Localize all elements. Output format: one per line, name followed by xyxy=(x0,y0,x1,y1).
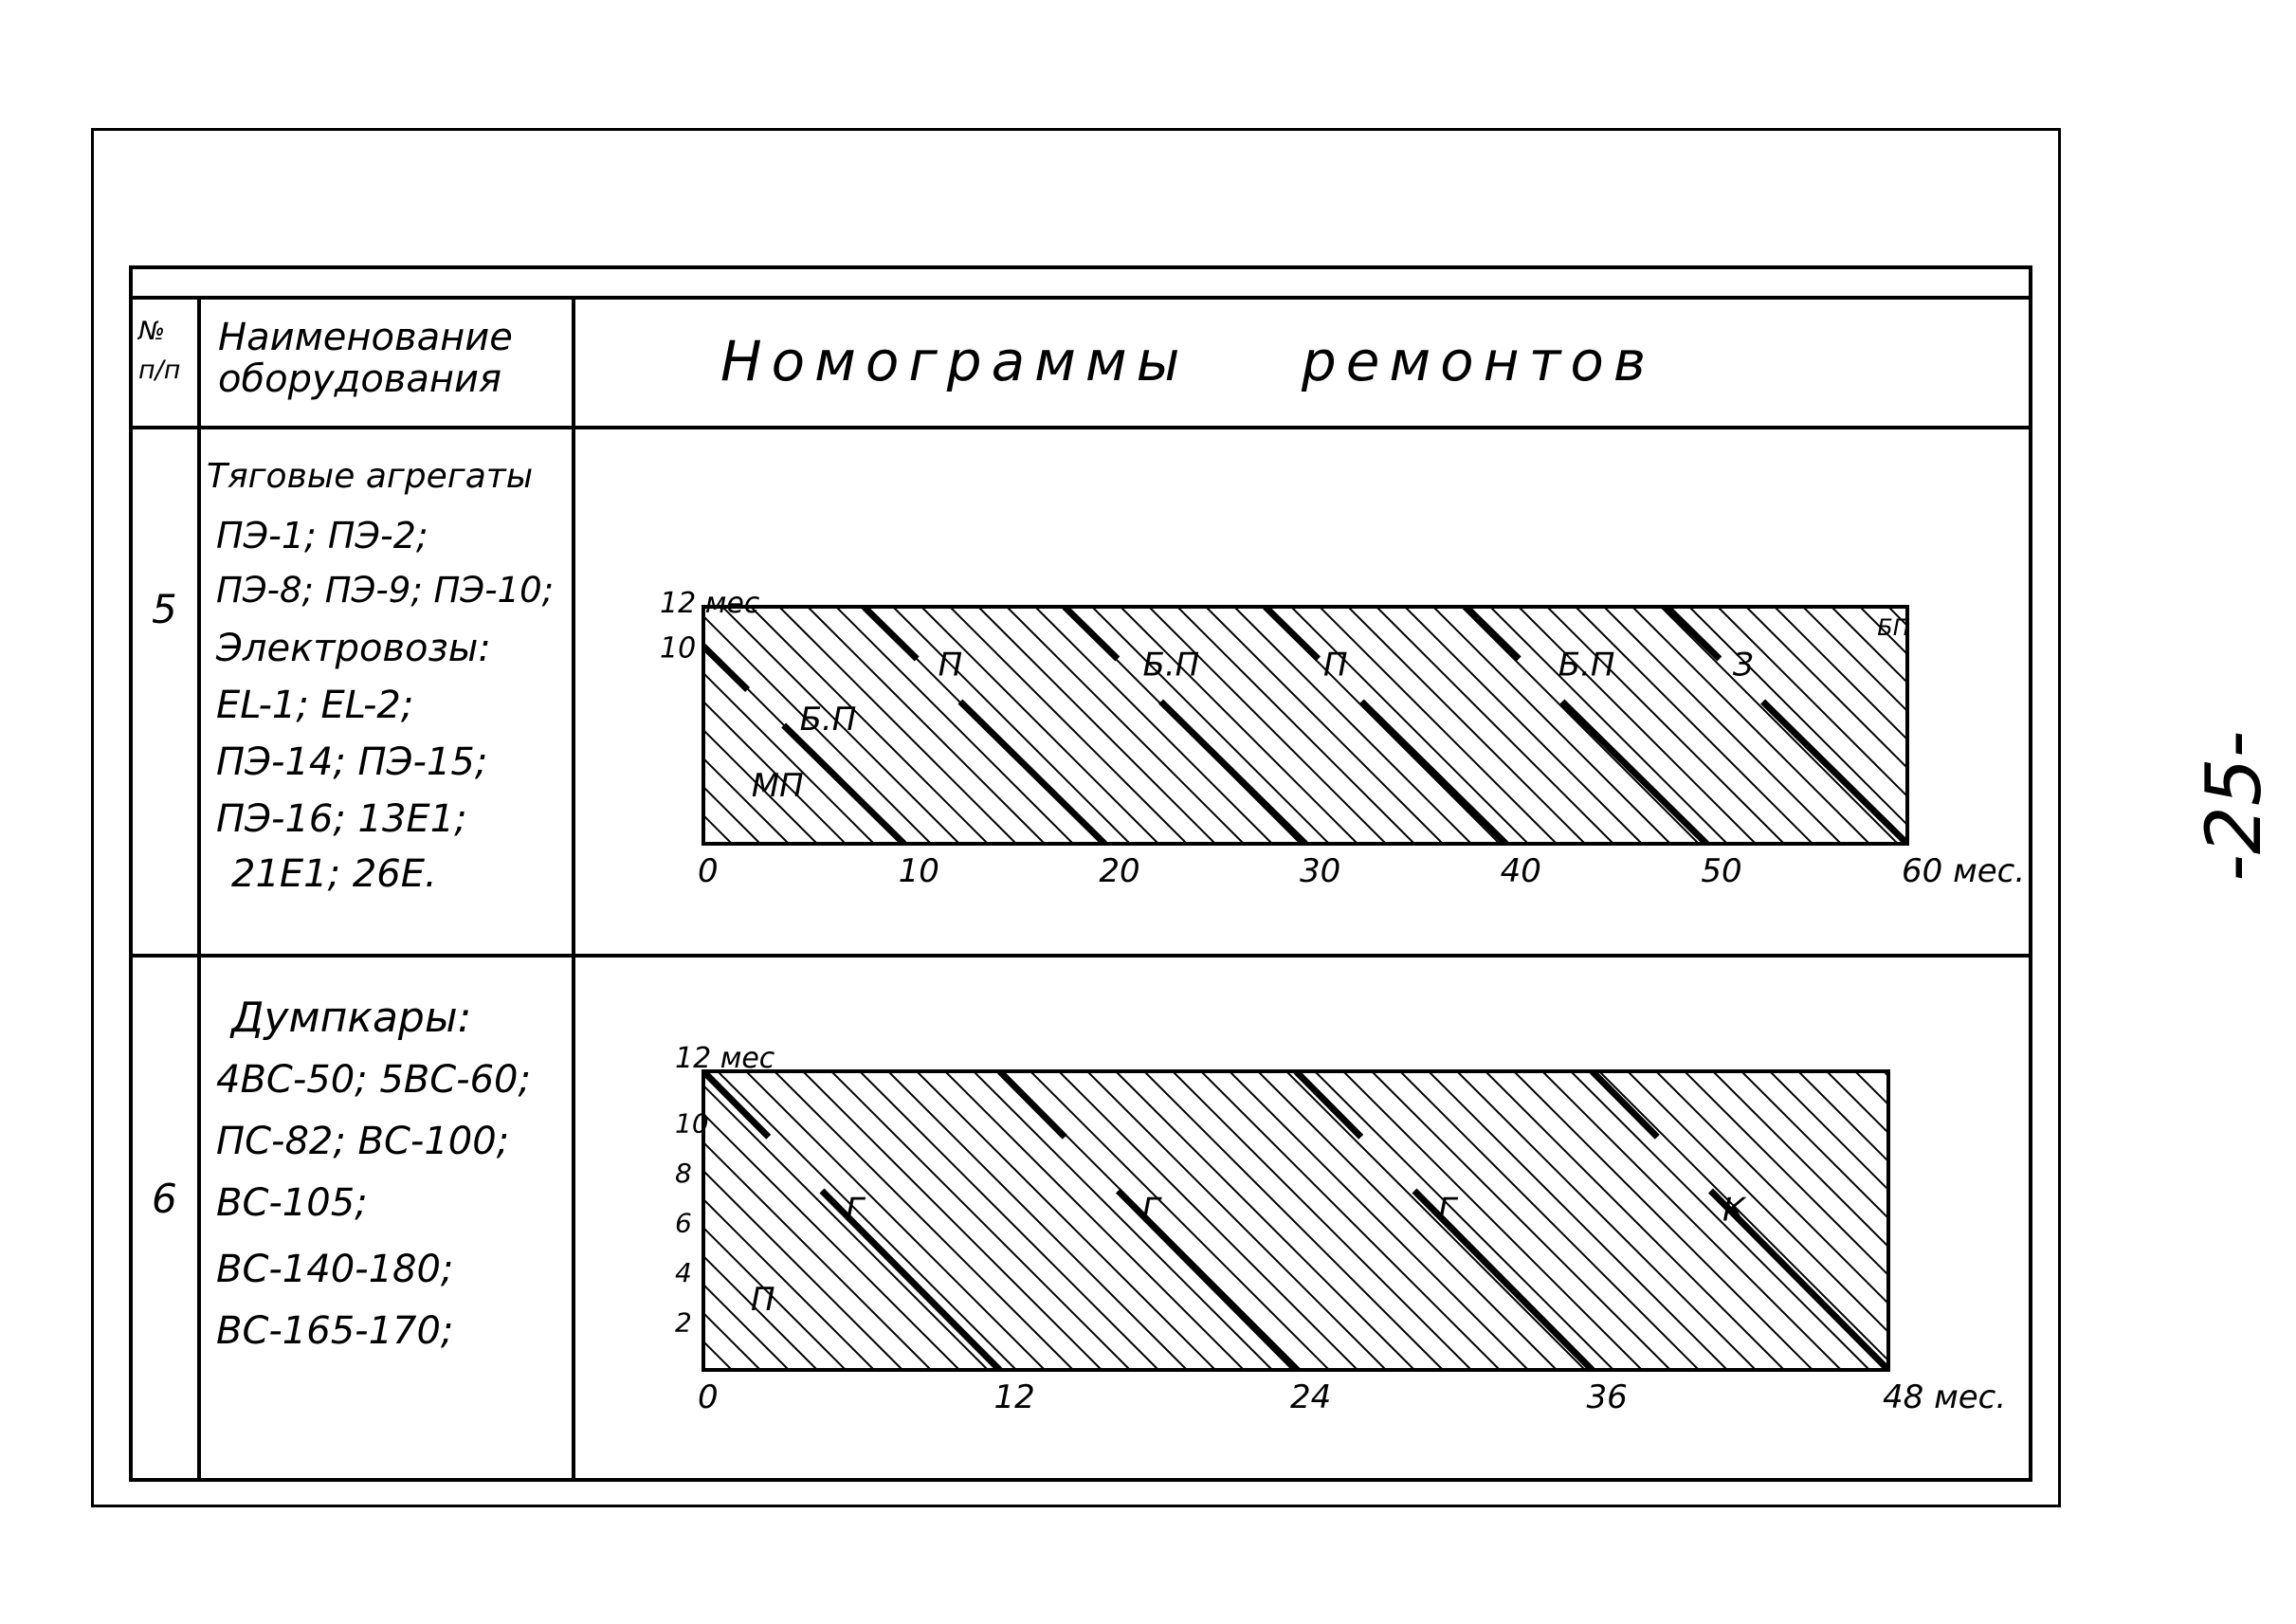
x-tick-label: 48 мес. xyxy=(1883,1378,2007,1416)
hatch-line xyxy=(1405,607,1642,844)
x-tick-label: 10 xyxy=(898,852,939,890)
repair-line-segment xyxy=(1000,1071,1066,1137)
repair-line-segment xyxy=(1593,1071,1658,1137)
x-tick-label: 0 xyxy=(698,1378,719,1416)
region-label: БП xyxy=(1877,614,1910,641)
x-tick-label: 0 xyxy=(698,852,719,890)
hatch-line xyxy=(1689,607,1926,844)
hatch-line xyxy=(1888,607,2125,844)
hatch-line xyxy=(1230,1071,1528,1370)
page-title: Номограммы ремонтов xyxy=(720,329,1656,393)
hatch-line xyxy=(1320,607,1557,844)
hatch-line xyxy=(1746,607,1983,844)
region-label: П xyxy=(751,1281,775,1319)
y-tick-label: 10 xyxy=(675,1107,709,1140)
y-tick-label: 12 мес xyxy=(675,1042,775,1075)
x-tick-label: 36 xyxy=(1586,1378,1628,1416)
repair-line-segment xyxy=(1466,607,1519,659)
hatch-line xyxy=(1258,1071,1557,1370)
hatch-line xyxy=(1713,1071,2012,1370)
hatch-line xyxy=(1718,607,1955,844)
hatch-line xyxy=(1116,1071,1414,1370)
hatch-line xyxy=(2083,1071,2296,1370)
hatch-line xyxy=(1376,607,1613,844)
repair-line-label: П xyxy=(1323,646,1348,684)
row-6-equipment-1: Думпкары: xyxy=(231,994,472,1042)
repair-line-label: Г xyxy=(1141,1191,1160,1230)
hatch-line xyxy=(945,1071,1244,1370)
repair-line-segment xyxy=(960,702,1104,844)
row-6-equipment-6: ВС-165-170; xyxy=(216,1309,454,1353)
hatch-line xyxy=(1343,1071,1642,1370)
row-6-number: 6 xyxy=(152,1176,177,1222)
hatch-line xyxy=(1770,1071,2068,1370)
hatch-line xyxy=(860,1071,1158,1370)
hatch-line xyxy=(1286,1071,1585,1370)
hatch-line xyxy=(1542,1071,1841,1370)
hatch-line xyxy=(1576,607,1813,844)
name-column-rule xyxy=(572,296,575,1482)
hatch-line xyxy=(831,1071,1130,1370)
hatch-line xyxy=(1571,1071,1869,1370)
hatch-line xyxy=(1855,1071,2154,1370)
nomogram-row-6 xyxy=(645,1043,2048,1422)
y-tick-label: 12 мес xyxy=(660,587,760,620)
hatch-line xyxy=(1604,607,1841,844)
repair-line-6 xyxy=(1667,607,1907,844)
top-double-rule xyxy=(133,296,2029,300)
hatch-line xyxy=(1429,1071,1727,1370)
repair-line-label: Б.П xyxy=(799,701,857,739)
hatch-line xyxy=(1661,607,1898,844)
x-tick-label: 30 xyxy=(1300,852,1341,890)
hatch-line xyxy=(1827,1071,2125,1370)
hatch-line xyxy=(1514,1071,1813,1370)
hatch-line xyxy=(2168,1071,2296,1370)
y-tick-label: 10 xyxy=(660,631,697,666)
y-tick-label: 6 xyxy=(675,1207,692,1239)
hatch-line xyxy=(1775,607,2012,844)
y-tick-label: 8 xyxy=(675,1158,692,1189)
row-5-equipment-2: ПЭ-1; ПЭ-2; xyxy=(216,515,428,557)
row-6-equipment-5: ВС-140-180; xyxy=(216,1248,454,1291)
hatch-line xyxy=(1628,1071,1926,1370)
hatch-line xyxy=(1884,1071,2182,1370)
x-tick-label: 50 xyxy=(1701,852,1742,890)
region-label: МП xyxy=(751,767,804,805)
num-column-header: № п/п xyxy=(138,317,181,385)
repair-line-label: Б.П xyxy=(1142,646,1200,684)
repair-line-label: Б.П xyxy=(1558,646,1615,684)
row-5-equipment-5: EL-1; EL-2; xyxy=(216,684,414,727)
hatch-line xyxy=(1656,1071,1955,1370)
repair-line-5 xyxy=(1466,607,1706,844)
y-tick-label: 2 xyxy=(675,1306,692,1339)
hatch-line xyxy=(1092,607,1329,844)
x-tick-label: 60 мес. xyxy=(1902,852,2026,890)
hatch-line xyxy=(1803,607,2040,844)
nomogram-row-5 xyxy=(645,559,2048,901)
repair-line-label: Г xyxy=(1438,1191,1456,1230)
row-5-equipment-6: ПЭ-14; ПЭ-15; xyxy=(216,740,488,784)
hatch-line xyxy=(746,1071,1045,1370)
hatch-line xyxy=(1969,1071,2268,1370)
hatch-line xyxy=(1457,1071,1756,1370)
hatch-line xyxy=(1206,607,1443,844)
hatch-line xyxy=(1490,607,1727,844)
x-tick-label: 20 xyxy=(1099,852,1140,890)
hatch-line xyxy=(1007,607,1244,844)
row-5-equipment-8: 21E1; 26E. xyxy=(231,852,437,896)
header-bottom-rule xyxy=(133,426,2029,429)
hatch-line xyxy=(689,1071,988,1370)
row-5-equipment-4: Электровозы: xyxy=(216,627,491,670)
repair-line-segment xyxy=(1065,607,1118,659)
hatch-line xyxy=(1315,1071,1613,1370)
hatch-line xyxy=(921,607,1158,844)
hatch-line xyxy=(1860,607,2097,844)
page-number xyxy=(2152,616,2285,920)
hatch-line xyxy=(1912,1071,2211,1370)
hatch-line xyxy=(1519,607,1756,844)
row-divider xyxy=(133,954,2029,958)
x-tick-label: 40 xyxy=(1500,852,1541,890)
row-5-equipment-7: ПЭ-16; 13E1; xyxy=(216,797,467,841)
hatch-line xyxy=(893,607,1130,844)
row-6-equipment-3: ПС-82; ВС-100; xyxy=(216,1120,510,1163)
hatch-line xyxy=(1291,607,1528,844)
hatch-line xyxy=(1997,1071,2296,1370)
repair-line-segment xyxy=(703,1071,769,1137)
hatch-line xyxy=(1741,1071,2040,1370)
x-tick-label: 12 xyxy=(993,1378,1035,1416)
repair-line-label: З xyxy=(1732,646,1754,684)
hatch-line xyxy=(1941,1071,2239,1370)
repair-line-segment xyxy=(1266,607,1319,659)
repair-line-segment xyxy=(864,607,917,659)
hatch-line xyxy=(1945,607,2182,844)
row-6-equipment-4: ВС-105; xyxy=(216,1181,368,1225)
hatch-line xyxy=(974,1071,1272,1370)
repair-line-segment xyxy=(1296,1071,1361,1137)
hatch-line xyxy=(2140,1071,2296,1370)
hatch-line xyxy=(1141,1071,1443,1370)
num-column-rule xyxy=(197,296,201,1482)
repair-line-label: К xyxy=(1722,1191,1746,1230)
hatch-line xyxy=(1599,1071,1898,1370)
x-tick-label: 24 xyxy=(1290,1378,1332,1416)
hatch-line xyxy=(718,1071,1016,1370)
hatch-line xyxy=(1177,607,1414,844)
hatch-line xyxy=(1030,1071,1329,1370)
row-6-equipment-2: 4ВС-50; 5ВС-60; xyxy=(216,1058,531,1102)
hatch-line xyxy=(1372,1071,1670,1370)
hatch-line xyxy=(2026,1071,2296,1370)
hatch-line xyxy=(917,1071,1215,1370)
name-header-line-2: оборудования xyxy=(218,357,502,401)
hatch-line xyxy=(1917,607,2154,844)
repair-line-label: П xyxy=(938,646,963,684)
row-5-equipment-3: ПЭ-8; ПЭ-9; ПЭ-10; xyxy=(216,570,555,611)
repair-line-label: Г xyxy=(846,1191,864,1230)
row-5-number: 5 xyxy=(152,586,177,632)
page-number-text: -25- xyxy=(2190,730,2278,882)
y-tick-label: 4 xyxy=(675,1257,692,1288)
hatch-line xyxy=(774,1071,1073,1370)
name-header-line-1: Наименование xyxy=(218,316,513,359)
hatch-line xyxy=(2054,1071,2296,1370)
row-5-equipment-1: Тяговые агрегаты xyxy=(207,457,534,496)
repair-line-segment xyxy=(1667,607,1720,659)
hatch-line xyxy=(1173,1071,1471,1370)
hatch-line xyxy=(1121,607,1358,844)
hatch-line xyxy=(1059,1071,1358,1370)
hatch-line xyxy=(2111,1071,2296,1370)
repair-line-segment xyxy=(1161,702,1305,844)
repair-line-1 xyxy=(703,647,904,844)
